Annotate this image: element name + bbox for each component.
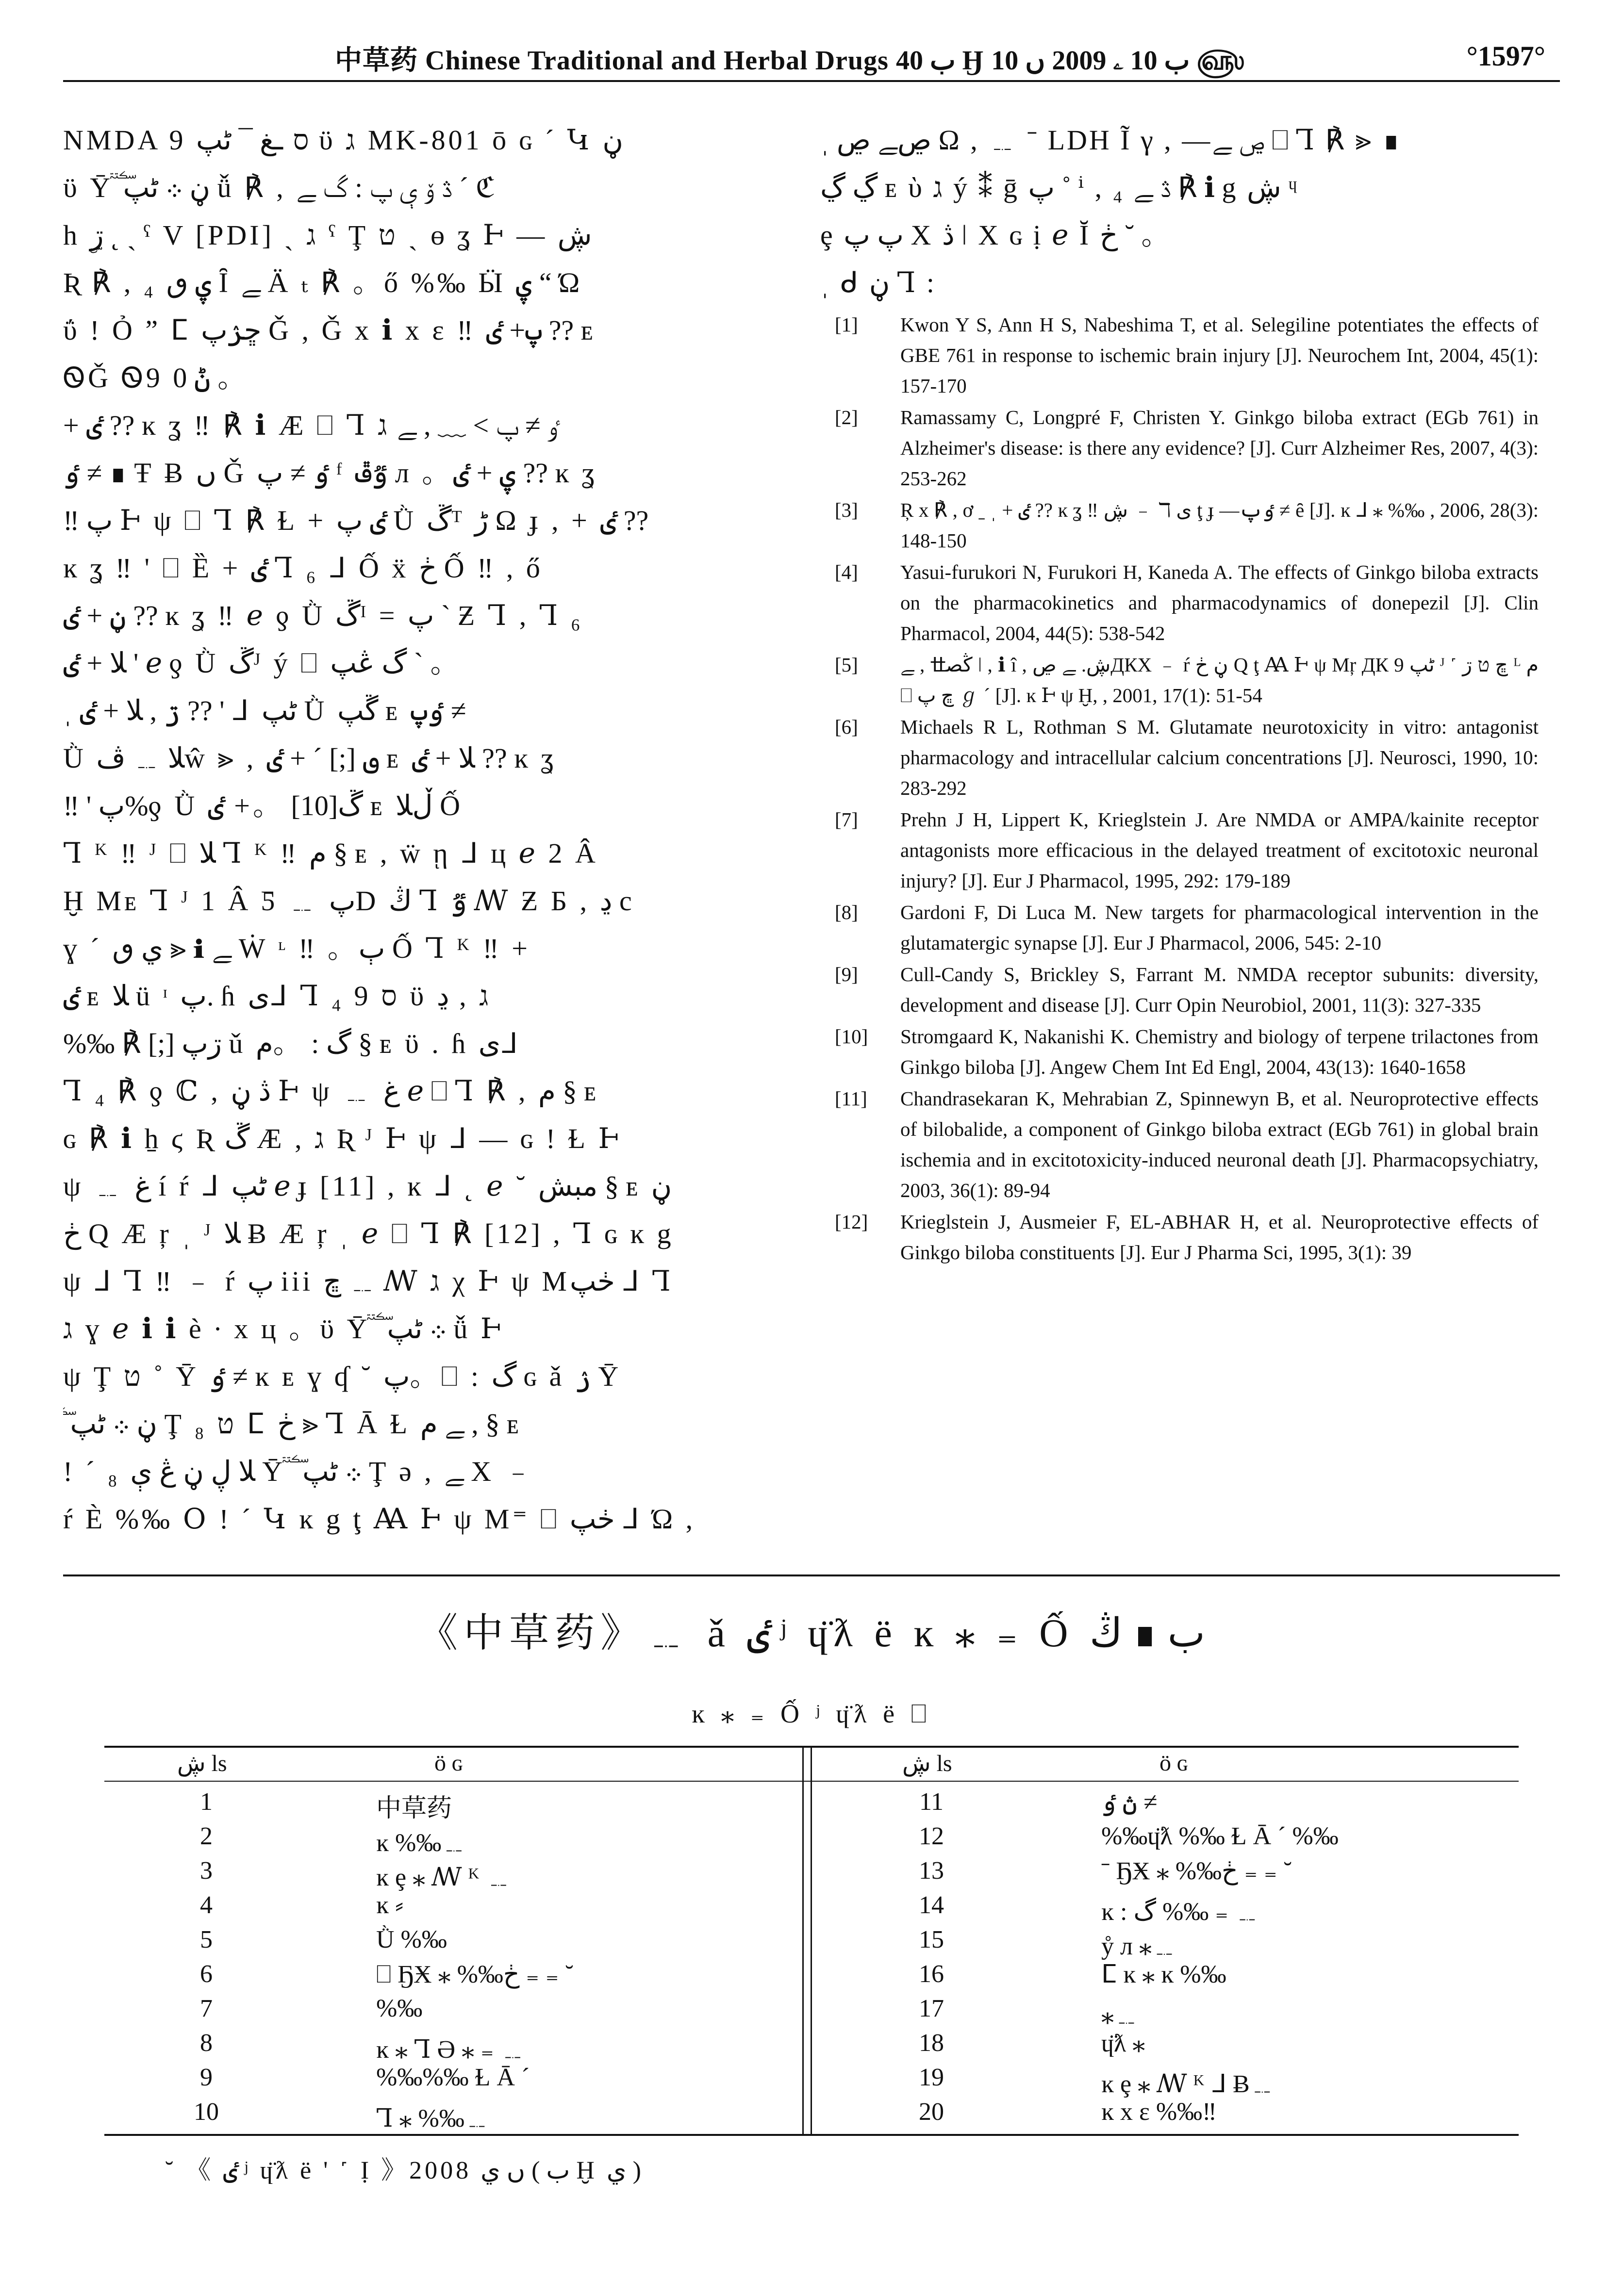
table-row [829, 1856, 1519, 1890]
body-text-line: ٸ ᴇ ﻼ ü ᶦ پ. ɦ یᒧ Ꞁ ₄ 9 ס ϋ ג , ڍ [63, 980, 492, 1012]
reference-entry [820, 1207, 1539, 1268]
body-text-line: Ꞁ ᴷ ‼ ᴶ ⎕ ﻼ Ꞁ ᴷ ‼ م § ᴇ , ẅ ῃ ᒧ ц ℯ 2 Â [63, 837, 598, 869]
reference-number: [12] [835, 1211, 868, 1233]
body-text-line: + ٸ ?? ĸ ʓ ‼ ℟ ℹ Æ ⎕ Ꞁ ٶ ≠ پ > ﹏ , ﮯ ג [63, 410, 558, 441]
journal-name: ĸ : گ %‰ ₌ ﹎ [1101, 1898, 1260, 1926]
table-row [104, 1788, 794, 1821]
reference-number: [6] [835, 716, 858, 738]
rank-number: 18 [919, 2029, 944, 2057]
reference-text: ڭصߚ , ﮯ ǀ , ℹ î , ڜ. ﮯ ڝДКХ ﹣ ŕ ڼ ڂ Q ţ Ꜳ Ͱ ψ Mŗ ДК 9 ٹپ ᴶ ˹ ڇ ט ڗ ᴸ م ⎕ ڇ پ ℊ ˊ [J]. ĸ Ͱ ψ Ḫ, , 2001, 17(1): 51-54 [900, 654, 1539, 706]
body-text-line: ψ Ţ ט ˚ Ῡ ٶ ≠ ĸ ᴇ ɣ ʠ ˘ پ。⎕ : گ ɢ ǎ ۯ Ῡ [63, 1361, 622, 1392]
table-row [829, 1891, 1519, 1925]
body-text-line: ˌ ڗ , ﻼ + ٸ ?? ' ᒧ ٹپ Ǜ ڱپ ᴇ ٶپ ≠ [63, 695, 466, 726]
body-text-line: ĸ ʓ ‼ ' ⎕ Ȅ + ٸ Ꞁ ₆ ᒧ Ố ẍ ڂ Ố ‼ , ő [63, 552, 543, 584]
body-text-line: ‼ ' پ%ƍ Ǜ ڱ[10] 。+ ٸ ᴇ ڵﻼ Ố [63, 790, 463, 821]
journal-name: ĸ ⁎ Ꞁ Ә ⁎ ₌ ﹎ [376, 2036, 526, 2064]
rank-number: 6 [200, 1960, 213, 1988]
body-text-line: ŕ È %‰ Օ ǃ ˊ Կ ĸ g ţ Ꜳ Ͱ ψ M⁼ ⎕ ڂپ ᒧ Ώ , [63, 1503, 696, 1535]
rank-number: 5 [200, 1926, 213, 1953]
rank-number: 9 [200, 2064, 213, 2091]
table-row [829, 2098, 1519, 2132]
header-rule [63, 80, 1560, 82]
table-center-divider [802, 1746, 812, 2134]
journal-name: %‰%‰ Ɫ Ā ˊ [376, 2064, 530, 2091]
body-text-line: ‼ پ Ͱ ψ ⎕ Ꞁ ℟ Ɫ + ٸ پ Ǜ ڱᵀ ڑ Ω ɟ , + ٸ ?? [63, 505, 649, 536]
journal-name: ĸ ⸗ [376, 1891, 404, 1919]
reference-entry [820, 650, 1539, 711]
journal-name: 中草药 [376, 1795, 452, 1822]
column-header-rank: ڜ ls [177, 1751, 227, 1776]
table-bottom-rule [104, 2134, 1519, 2136]
reference-text: Cull-Candy S, Brickley S, Farrant M. NMDA receptor subunits: diversity, development and disease [J]. Curr Opin Neurobiol, 2001, 11(3): 327-335 [900, 963, 1539, 1016]
rank-number: 13 [919, 1857, 944, 1885]
table-row [104, 1891, 794, 1925]
journal-name: Ꞁ ⁎ %‰﹎ [376, 2105, 490, 2132]
body-text-line: ᏫǦ Ꮻ9 ݨ 0 。 [63, 362, 249, 394]
journal-running-head: 中草药 Chinese Traditional and Herbal Drugs ب 40 Ӈ ب 10 ۦ 2009 ں 10 ௵ [335, 46, 1245, 76]
journal-name: ĸ ȩ ⁎ ꟿ ᴷ ﹎ [376, 1864, 512, 1891]
body-text-line: ǃ ˊ ₈ ﻼ ڸ ڼ ڠ ې Ῡ ࣝ ܀ ٹپ Ţ ә , ﮯ X ﹣ [63, 1456, 535, 1487]
rank-number: 8 [200, 2029, 213, 2057]
column-header-name: ö ɢ [1159, 1750, 1188, 1776]
body-text-line: ɢ ℟ ℹ ẖ ϛ Ʀ ڱ Æ , ג Ʀ ᴶ Ͱ ψ ᒧ ― ɢ ǃ Ɫ Ͱ [63, 1123, 622, 1154]
right-column-body [820, 116, 1539, 307]
table-row [829, 1960, 1519, 1994]
journal-name: ڽ ٶ ≠ [1101, 1788, 1158, 1816]
body-text-line: NMDA 9 ס ـغ ¯ ٹپ ϋ ג MK-801 ō ɢ ˊ Կ ڼ [63, 124, 623, 156]
body-text-line: ϋ Ῡ ࣝڼ ܀ ٹپ ǚ ℟ , ڎ ۆ ې پ : گ ﮯ ˊ ℭ [63, 172, 496, 203]
reference-number: [2] [835, 406, 858, 428]
rank-number: 11 [919, 1788, 944, 1816]
reference-text: Michaels R L, Rothman S M. Glutamate neurotoxicity in vitro: antagonist pharmacology and intracellular calcium concentrations [J]. Neurosci, 1990, 10: 283-292 [900, 716, 1539, 799]
right-column [820, 116, 1539, 1269]
reference-text: Chandrasekaran K, Mehrabian Z, Spinnewyn B, et al. Neuroprotective effects of bilobalide, a component of Ginkgo biloba extract (EGb 761) in global brain ischemia and in excitotoxicity-induced neuronal death [J]. Pharmacopsychiatry, 2003, 36(1): 89-94 [900, 1087, 1539, 1201]
reference-entry [820, 1021, 1539, 1082]
ranking-announcement-title: 《中草药》﹎ ǎ ٸ ʲ ɥ̈ƛ ë ĸ ⁎ ₌ Ố ب ∎ ڭ [418, 1611, 1205, 1655]
reference-text: Prehn J H, Lippert K, Krieglstein J. Are NMDA or AMPA/kainite receptor antagonists more efficacious in the delayed treatment of excitotoxic neuronal injury? [J]. Eur J Pharmacol, 1995, 292: 179-189 [900, 808, 1539, 892]
rank-number: 2 [200, 1822, 213, 1850]
body-text-line: ψ ﹎ ﻍ í ŕ ᒧ ٹپ ℯ ɟ [11] , ĸ ᒧ ˛ ℯ ˘ مبش § ᴇ ڼ [63, 1170, 672, 1202]
journal-name: %‰ɥ̈ƛ %‰ Ɫ Ā ˊ %‰ [1101, 1822, 1339, 1850]
table-row [829, 2029, 1519, 2063]
ranking-table-caption: ĸ ⁎ ₌ Ố ʲ ɥ̈ƛ ë ⎕ [692, 1699, 931, 1728]
body-text-line: ࣝ ڼ ܀ ٹپ Ţ ט ₈ ⵎ ڂ ⪢ Ꞁ Ā Ɫ ﮯ م , § ᴇ [63, 1408, 522, 1440]
reference-number: [11] [835, 1087, 867, 1110]
section-divider [63, 1574, 1560, 1576]
body-text-line: ΰ ǃ Ỏ ” ⵎ ڇۯپ Ǧ , Ǧ x ℹ x ε ‼ پ+ ٸ ?? ᴇ [63, 314, 596, 346]
body-text-line: ڲ ڲ ᴇ ὺ ג ý ⁑ ḡ پ ˚ ⁱ , ₄ ڎ ﮯ ℟ ℹ g ڜ ᶣ [820, 172, 1299, 203]
journal-name: ⁎﹎ [1101, 2001, 1140, 2029]
body-text-line: ˌ ᑯ ڼ Ꞁ : [820, 267, 936, 298]
reference-number: [8] [835, 901, 858, 923]
reference-number: [1] [835, 313, 858, 336]
journal-name: Ǜ %‰ [376, 1926, 447, 1953]
reference-number: [3] [835, 499, 858, 521]
page-header [63, 34, 1560, 82]
reference-text: Gardoni F, Di Luca M. New targets for pharmacological intervention in the glutamatergic synapse [J]. Eur J Pharmacol, 2006, 545: 2-10 [900, 901, 1539, 954]
table-row [104, 1994, 794, 2028]
body-text-line: ψ ᒧ Ꞁ ‼ ﹣ ŕ پ iii ڇ ﹎ ꟿ ג χ Ͱ ψ Mڂپ ᒧ Ꞁ [63, 1265, 674, 1297]
body-text-line: Ʀ ℟ , ₄ ۑ ٯ Ȋ ﮯ Ӓ ₜ ℟ 。ő %‰ Ӹ ۑ “ Ώ [63, 267, 583, 298]
rank-number: 15 [919, 1926, 944, 1953]
rank-number: 17 [919, 1995, 944, 2022]
reference-list [820, 310, 1539, 1268]
left-column-body [63, 116, 767, 1543]
journal-name: ⎕ ҔӾ ⁎ %‰ڂ ₌ ₌ ˘ [376, 1961, 574, 1988]
rank-number: 12 [919, 1822, 944, 1850]
rank-number: 19 [919, 2064, 944, 2091]
rank-number: 4 [200, 1891, 213, 1919]
column-header-name: ö ɢ [434, 1750, 463, 1776]
reference-number: [5] [835, 654, 858, 676]
table-row [829, 1925, 1519, 1959]
journal-name: ɥ̈ƛ ⁎ [1101, 2030, 1145, 2057]
table-row [829, 1788, 1519, 1821]
rank-number: 3 [200, 1857, 213, 1885]
reference-number: [7] [835, 808, 858, 831]
reference-text: Ŗ x ℟ , ơ ˍ ˌ + ٸ ?? ĸ ʓ ‼ ڜ ﹣ ℸ ی ţ ɟ ―ٶپ ≠ ȇ [J]. ĸ ᒧ ⁎ %‰ , 2006, 28(3): 148-150 [900, 499, 1539, 552]
body-text-line: ڼ + ٸ ?? ĸ ʓ ‼ ℯ ƍ Ǜ ڱᴵ = پ ˋ Ƶ Ꞁ , Ꞁ ₆ [63, 600, 584, 631]
table-source-note: ˘ 《 ٸ ʲ ɥ̈ƛ ë ' ˹ Ị 》2008 ں ي ( ب Ḫ ي ) [165, 2157, 641, 2184]
rank-number: 7 [200, 1995, 213, 2022]
body-text-line: ȩ پ پ X ﮆ ǀ X ɢ ị ℯ Ĭ ڂ ˘ 。 [820, 219, 1172, 251]
rank-number: 16 [919, 1960, 944, 1988]
journal-name: ĸ ȩ ⁎ ꟿ ᴷ ᒧ Ƀ﹎ [1101, 2070, 1275, 2098]
reference-number: [4] [835, 561, 858, 583]
table-row [104, 2063, 794, 2097]
journal-name: %‰ [376, 1995, 423, 2022]
reference-text: Stromgaard K, Nakanishi K. Chemistry and biology of terpene trilactones from Ginkgo biloba [J]. Angew Chem Int Ed Engl, 2004, 43(13): 1640-1658 [900, 1025, 1539, 1078]
table-row [104, 1822, 794, 1856]
body-text-line: Ǜ ﻼ ﹎ ڤŵ ⪢ , ٯ [;] ˊ + ٸ ᴇ ﻼ + ٸ ?? ĸ ʓ [63, 742, 557, 774]
reference-entry [820, 310, 1539, 401]
journal-name: ⵎ ĸ ⁎ ĸ %‰ [1101, 1961, 1226, 1988]
rank-number: 1 [200, 1788, 213, 1816]
reference-entry [820, 557, 1539, 649]
body-text-line: Ḫ Mᴇ Ꞁ ᴶ 1 Â Ƽ ﹎ پD ڭ Ꞁ ٷ ꟿ Ƶ Б , ڍ c [63, 885, 635, 917]
journal-name: ẙ л ⁎﹎ [1101, 1933, 1177, 1960]
table-row [104, 2029, 794, 2063]
reference-number: [10] [835, 1025, 868, 1048]
rank-number: 10 [194, 2098, 219, 2126]
journal-name: ĸ x ε %‰‼ [1101, 2098, 1217, 2126]
body-text-line: %‰ ℟ [;] ڗپ ǔ گ : 。م § ᴇ ϋ . ɦ یᒧ [63, 1028, 521, 1059]
table-row [829, 2063, 1519, 2097]
body-text-line: ڂ Q Æ ŗ ˌ ᴶ ﻼ Ƀ Æ ŗ ˌ ℯ ⎕ Ꞁ ℟ [12] , Ꞁ ɢ ĸ g [63, 1218, 674, 1249]
journal-name: ĸ %‰﹎ [376, 1829, 467, 1857]
body-text-line: ٶ ≠ ∎ Ŧ Ƀ ں Ǧ ٶ ≠ پ ᶠ ٷڦ л 。ۑ + ٸ ?? ĸ ʓ [63, 457, 597, 489]
body-text-line: ﻼ + ٸ ' ℯ ƍ Ǜ ڱᴶ ý ⎕ گ ڠپ ` 。 [63, 647, 462, 679]
body-text-line: ˌ ڝﮯ ڝ Ω , ﹎ ˉ LDH Ĩ γ , ―ڝ ﮯ ⎕ Ꞁ ℟ ⪢ ∎ [820, 124, 1402, 156]
reference-number: [9] [835, 963, 858, 985]
reference-text: Yasui-furukori N, Furukori H, Kaneda A. The effects of Ginkgo biloba extracts on the pharmacokinetics and pharmacodynamics of donepezil [J]. Clin Pharmacol, 2004, 44(5): 538-542 [900, 561, 1539, 644]
rank-number: 20 [919, 2098, 944, 2126]
journal-name: ˉ ҔӾ ⁎ %‰ڂ ₌ ₌ ˘ [1101, 1857, 1292, 1885]
reference-entry [820, 402, 1539, 494]
table-row [104, 1925, 794, 1959]
table-row [829, 1822, 1519, 1856]
reference-entry [820, 804, 1539, 896]
table-row [829, 1994, 1519, 2028]
reference-text: Ramassamy C, Longpré F, Christen Y. Ginkgo biloba extract (EGb 761) in Alzheimer's disease: is there any evidence? [J]. Curr Alzheimer Res, 2007, 4(3): 253-262 [900, 406, 1539, 490]
body-text-line: h ۣڗ ˛ ˎ ˤ V [PDI] ˏ ג ˁ Ţ ט ˎ ɵ ʓ Ͱ ― ڜ [63, 219, 592, 251]
page-number: °1597° [1466, 40, 1545, 72]
table-row [104, 1856, 794, 1890]
reference-entry [820, 959, 1539, 1020]
table-row [104, 1960, 794, 1994]
reference-text: Kwon Y S, Ann H S, Nabeshima T, et al. Selegiline potentiates the effects of GBE 761 in response to ischemic brain injury [J]. Neurochem Int, 2004, 45(1): 157-170 [900, 313, 1539, 397]
reference-entry [820, 1083, 1539, 1206]
reference-entry [820, 712, 1539, 804]
column-header-rank: ڜ ls [902, 1751, 952, 1776]
table-row [104, 2098, 794, 2132]
reference-entry [820, 897, 1539, 958]
reference-text: Krieglstein J, Ausmeier F, EL-ABHAR H, et al. Neuroprotective effects of Ginkgo biloba constituents [J]. Eur J Pharma Sci, 1995, 3(1): 39 [900, 1211, 1539, 1263]
body-text-line: Ꞁ ₄ ℟ ƍ ℂ , ڎ ڼ Ͱ ψ ﹎ ﻍ ℯ ⎕ Ꞁ ℟ , م § ᴇ [63, 1075, 599, 1107]
body-text-line: ɣ ˊ ي ٯ ⪢ ℹ ﮯ Ẇ ᶫ ‼ 。ٻ Ố Ꞁ ᴷ ‼ + [63, 933, 530, 964]
rank-number: 14 [919, 1891, 944, 1919]
body-text-line: ג ɣ ℯ ℹ ℹ è ∙ x ц 。ϋ Ῡ ࣝ ܀ ٹپ ǚ Ͱ [63, 1313, 504, 1345]
reference-entry [820, 495, 1539, 556]
